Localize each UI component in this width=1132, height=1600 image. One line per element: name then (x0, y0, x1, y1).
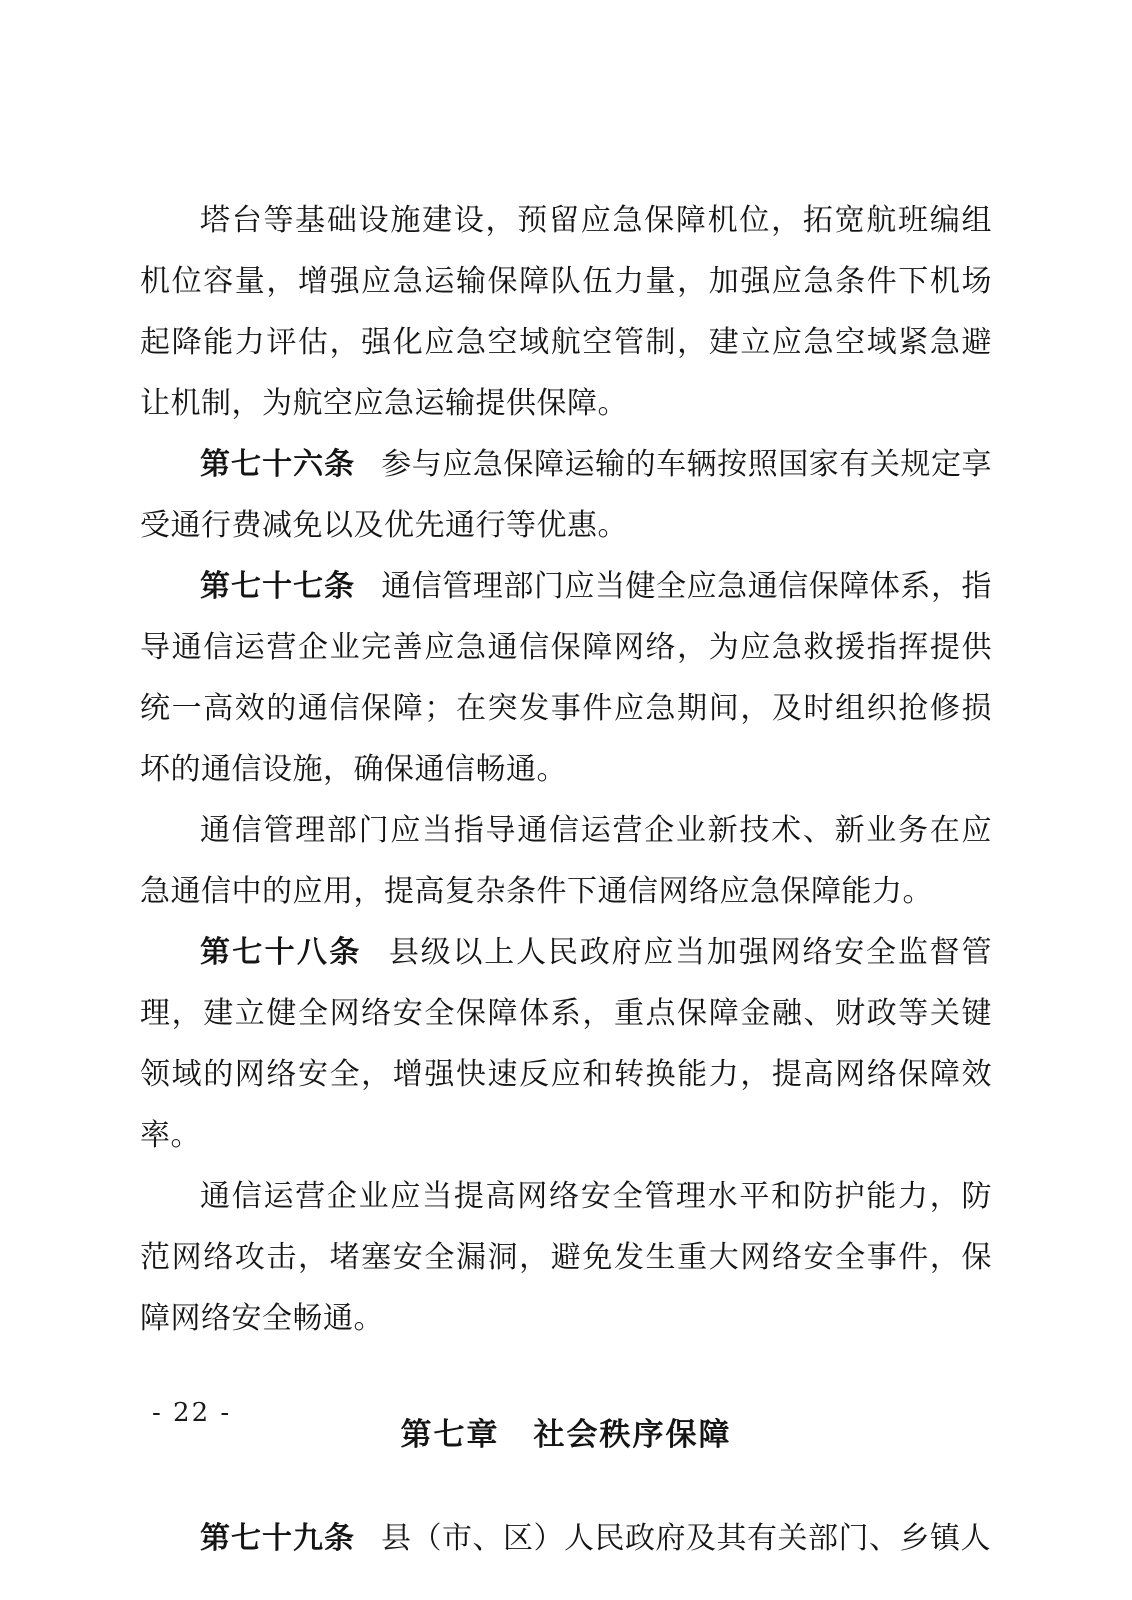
chapter-number: 第七章 (400, 1417, 500, 1453)
paragraph-article-77 (140, 556, 992, 800)
article-number: 第七十六条 (200, 447, 356, 482)
paragraph-text: 通信运营企业应当提高网络安全管理水平和防护能力，防范网络攻击，堵塞安全漏洞，避免发生重大网络安全事件，保障网络安全畅通。 (140, 1179, 992, 1336)
paragraph-text: 参与应急保障运输的车辆按照国家有关规定享受通行费减免以及优先通行等优惠。 (140, 447, 993, 543)
paragraph-text: 塔台等基础设施建设，预留应急保障机位，拓宽航班编组机位容量，增强应急运输保障队伍力量，加强应急条件下机场起降能力评估，强化应急空域航空管制，建立应急空域紧急避让机制，为航空应急运输提供保障。 (140, 203, 992, 421)
paragraph-article-78 (140, 922, 992, 1166)
paragraph-text: 通信管理部门应当指导通信运营企业新技术、新业务在应急通信中的应用，提高复杂条件下通信网络应急保障能力。 (140, 813, 992, 909)
paragraph-text: 县级以上人民政府应当加强网络安全监督管理，建立健全网络安全保障体系，重点保障金融、财政等关键领域的网络安全，增强快速反应和转换能力，提高网络保障效率。 (140, 935, 992, 1153)
paragraph-text: 县（市、区）人民政府及其有关部门、乡镇人 (381, 1521, 991, 1556)
page-number: - 22 - (152, 1398, 232, 1428)
paragraph-article-79 (140, 1508, 992, 1569)
chapter-title: 社会秩序保障 (533, 1417, 732, 1453)
chapter-heading (140, 1349, 992, 1508)
article-number: 第七十七条 (200, 569, 356, 604)
article-number: 第七十九条 (200, 1521, 355, 1556)
paragraph-article-78-second (140, 1166, 992, 1349)
paragraph-article-77-second (140, 800, 992, 922)
document-body (140, 190, 992, 1569)
paragraph-article-76 (140, 434, 992, 556)
article-number: 第七十八条 (200, 935, 362, 970)
paragraph-text: 通信管理部门应当健全应急通信保障体系，指导通信运营企业完善应急通信保障网络，为应急救援指挥提供统一高效的通信保障；在突发事件应急期间，及时组织抢修损坏的通信设施，确保通信畅通。 (140, 569, 993, 787)
paragraph-continued-75 (140, 190, 992, 434)
